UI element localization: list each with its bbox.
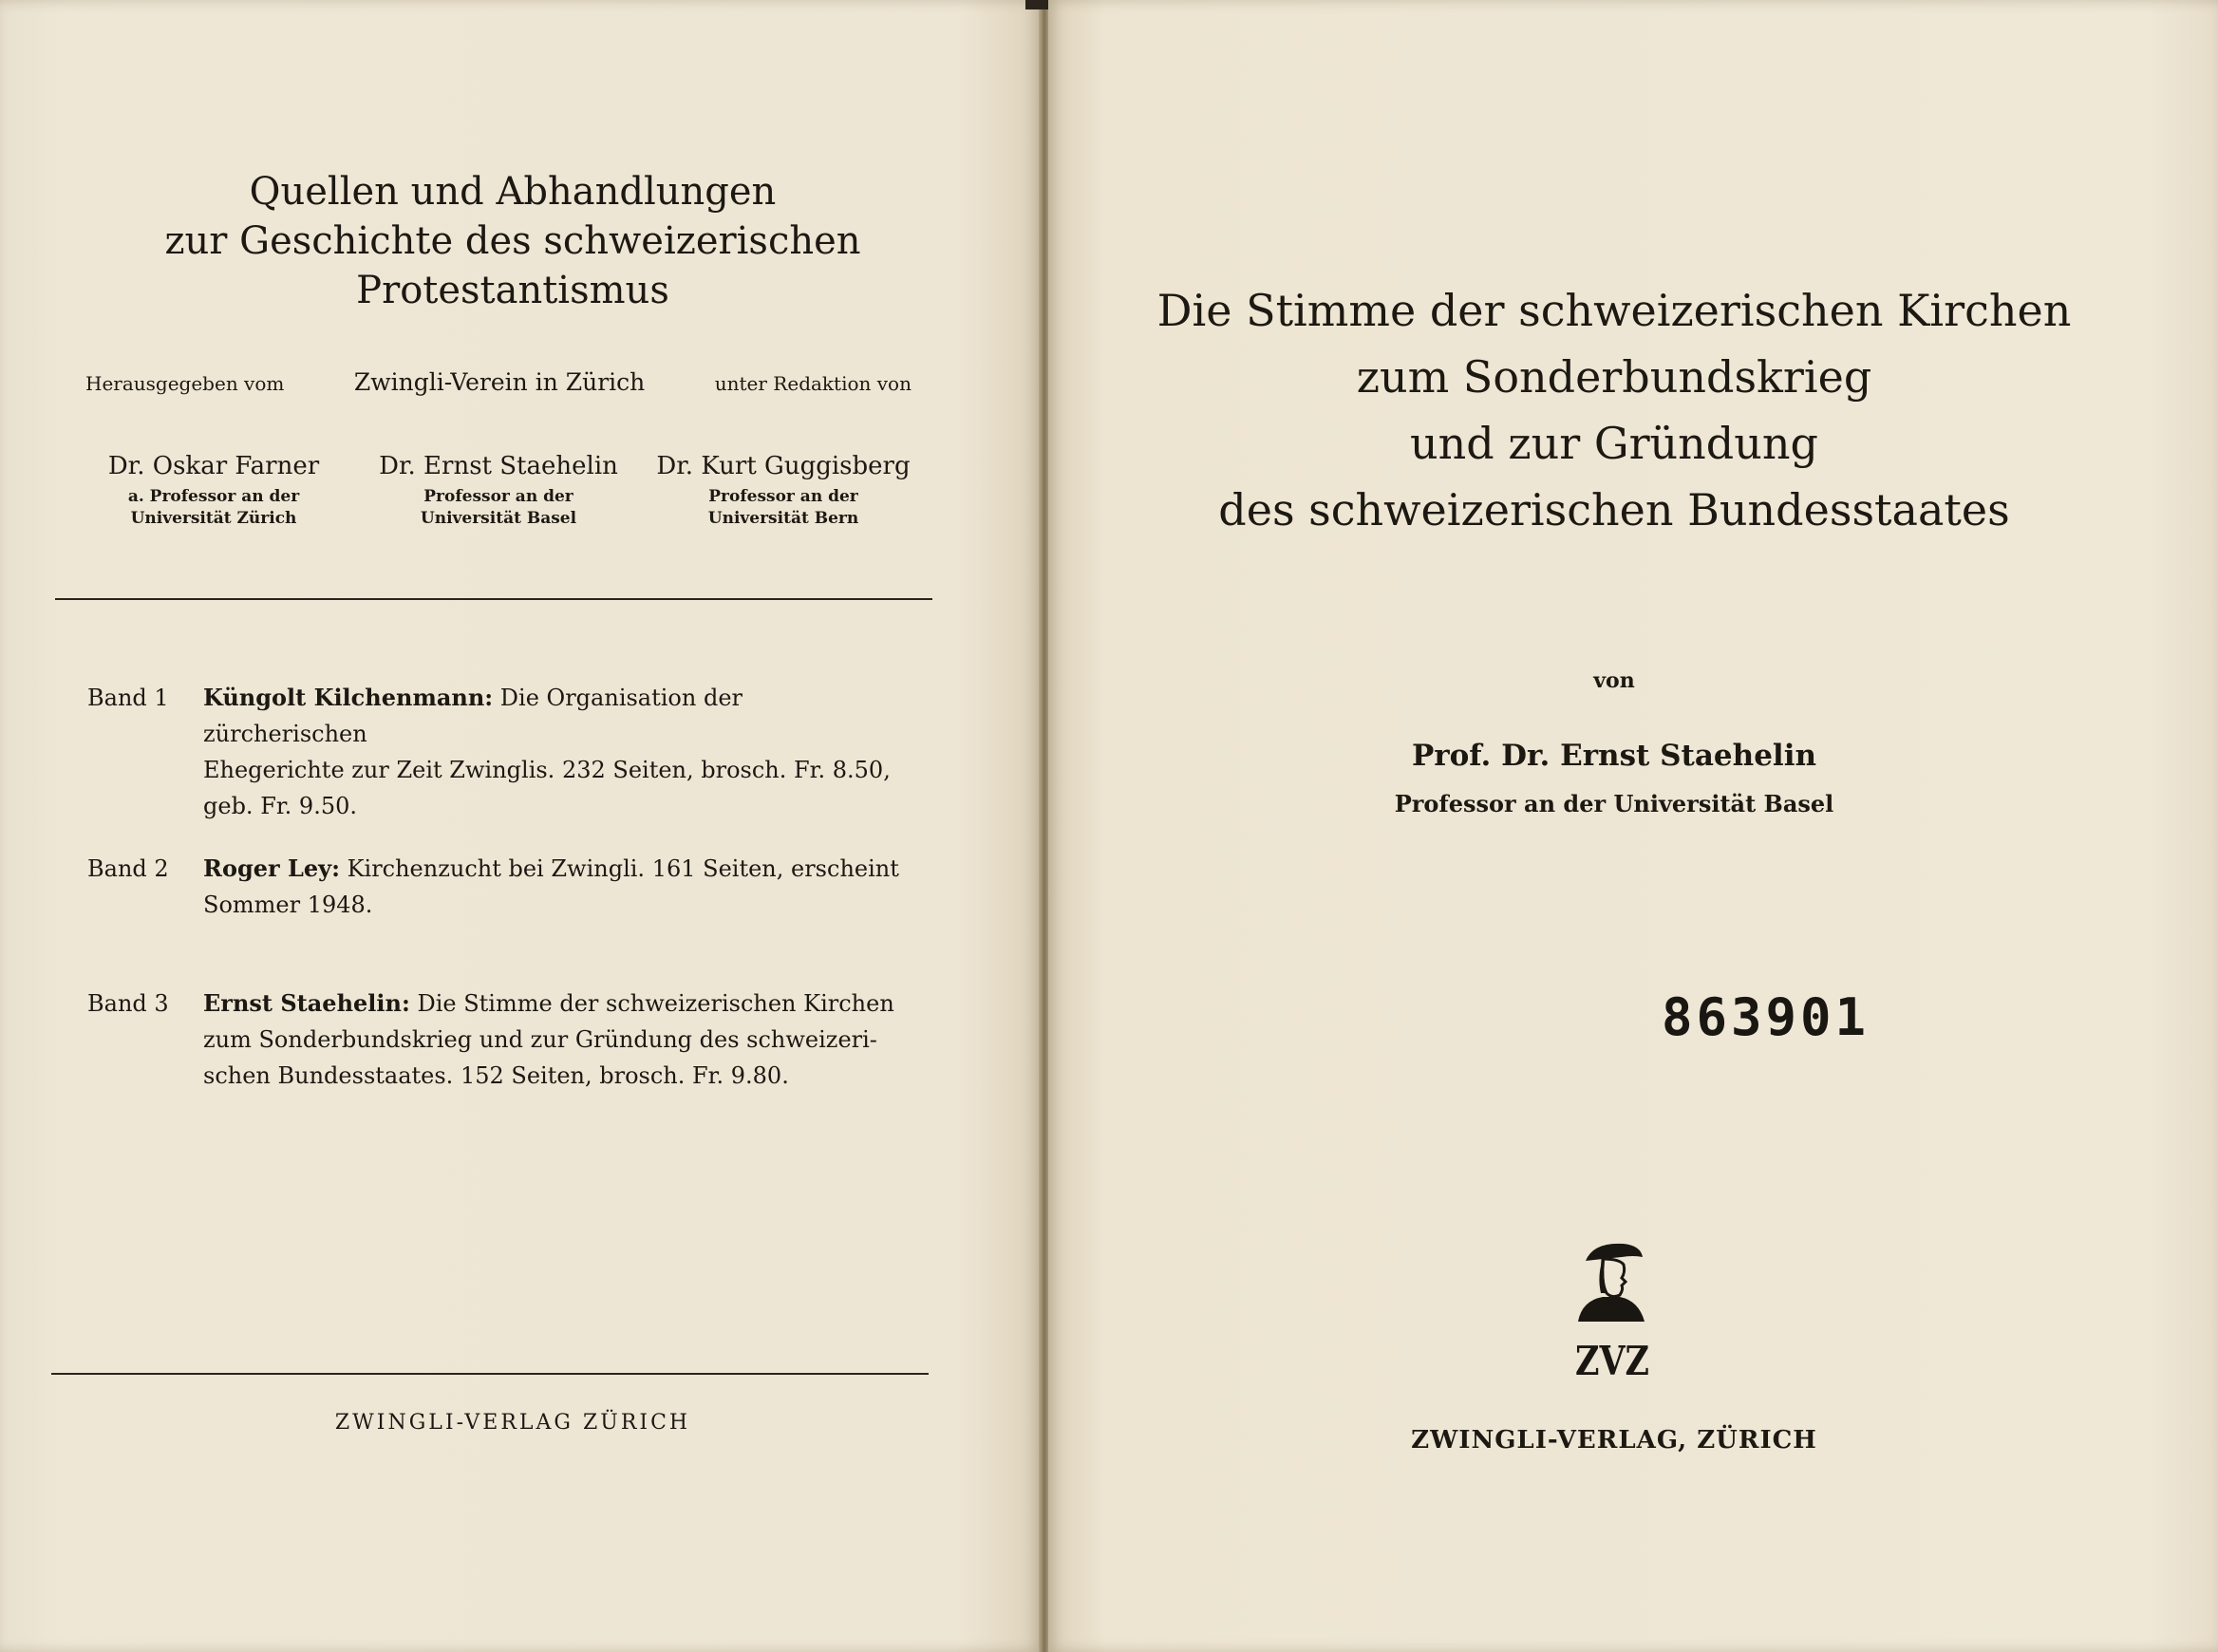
publisher-imprint-right: ZWINGLI-VERLAG, ZÜRICH (1411, 1426, 1817, 1455)
editors-list (76, 450, 921, 530)
library-stamp-number: 863901 (1662, 987, 1870, 1047)
editor-role (76, 486, 351, 530)
band-line-3: schen Bundesstaates. 152 Seiten, brosch. Fr. 9.80. (203, 1062, 789, 1089)
band-line-1: Die Organisation der zürcherischen (203, 685, 743, 747)
publisher-imprint-left: ZWINGLI-VERLAG ZÜRICH (334, 1411, 691, 1435)
book-title-line-4: des schweizerischen Bundesstaates (1218, 484, 2010, 535)
by-label: von (1593, 668, 1635, 693)
editor-role-line-2: Universität Basel (420, 509, 577, 528)
band-line-1: Kirchenzucht bei Zwingli. 161 Seiten, erscheint (339, 855, 899, 882)
editor-name: Dr. Kurt Guggisberg (656, 452, 911, 480)
divider-rule-top (55, 598, 932, 600)
band-author: Küngolt Kilchenmann: (203, 684, 494, 711)
book-title (1130, 277, 2098, 543)
left-page (0, 0, 1041, 1652)
book-title-line-3: und zur Gründung (1410, 418, 1818, 469)
band-line-3: geb. Fr. 9.50. (203, 793, 357, 819)
band-entry-1 (87, 680, 904, 824)
band-text (203, 680, 904, 824)
editor-farner (76, 450, 351, 530)
author-name: Prof. Dr. Ernst Staehelin (1411, 739, 1817, 773)
logo-monogram: ZVZ (1575, 1338, 1649, 1384)
author-role: Professor an der Universität Basel (1394, 790, 1834, 817)
editors-line-right: unter Redaktion von (714, 372, 912, 395)
book-title-line-1: Die Stimme der schweizerischen Kirchen (1156, 285, 2072, 336)
series-title-line-2: zur Geschichte des schweizerischen (164, 219, 861, 263)
editor-guggisberg (646, 450, 921, 530)
zwingli-portrait-logo-icon (1565, 1234, 1660, 1386)
editor-name: Dr. Oskar Farner (107, 452, 320, 480)
editor-role-line-1: Professor an der (708, 487, 858, 506)
band-entry-2 (87, 851, 904, 923)
right-page (1048, 0, 2218, 1652)
band-author: Ernst Staehelin: (203, 989, 410, 1017)
book-title-line-2: zum Sonderbundskrieg (1356, 351, 1872, 403)
band-text (203, 986, 894, 1094)
band-entry-3 (87, 986, 904, 1094)
editor-role (361, 486, 636, 530)
editor-role-line-2: Universität Bern (707, 509, 859, 528)
editor-role-line-2: Universität Zürich (130, 509, 297, 528)
series-title-line-3: Protestantismus (356, 269, 669, 312)
editor-role-line-1: a. Professor an der (127, 487, 300, 506)
editors-line-left: Herausgegeben vom (85, 372, 285, 395)
editor-role (646, 486, 921, 530)
band-number: Band 2 (87, 855, 169, 882)
band-author: Roger Ley: (203, 854, 340, 882)
band-line-2: Ehegerichte zur Zeit Zwinglis. 232 Seiten, brosch. Fr. 8.50, (203, 757, 891, 783)
editor-staehelin (361, 450, 636, 530)
series-title-line-1: Quellen und Abhandlungen (249, 170, 777, 214)
editors-line-center: Zwingli-Verein in Zürich (353, 368, 646, 396)
band-text (203, 851, 899, 923)
editor-role-line-1: Professor an der (423, 487, 573, 506)
band-line-1: Die Stimme der schweizerischen Kirchen (409, 990, 894, 1017)
editors-line (85, 368, 912, 396)
band-line-2: zum Sonderbundskrieg und zur Gründung des schweizeri- (203, 1026, 877, 1053)
band-number: Band 3 (87, 990, 169, 1017)
divider-rule-bottom (51, 1373, 929, 1375)
editor-name: Dr. Ernst Staehelin (379, 452, 618, 480)
band-number: Band 1 (87, 685, 169, 711)
band-line-2: Sommer 1948. (203, 892, 373, 918)
series-title (95, 167, 930, 315)
